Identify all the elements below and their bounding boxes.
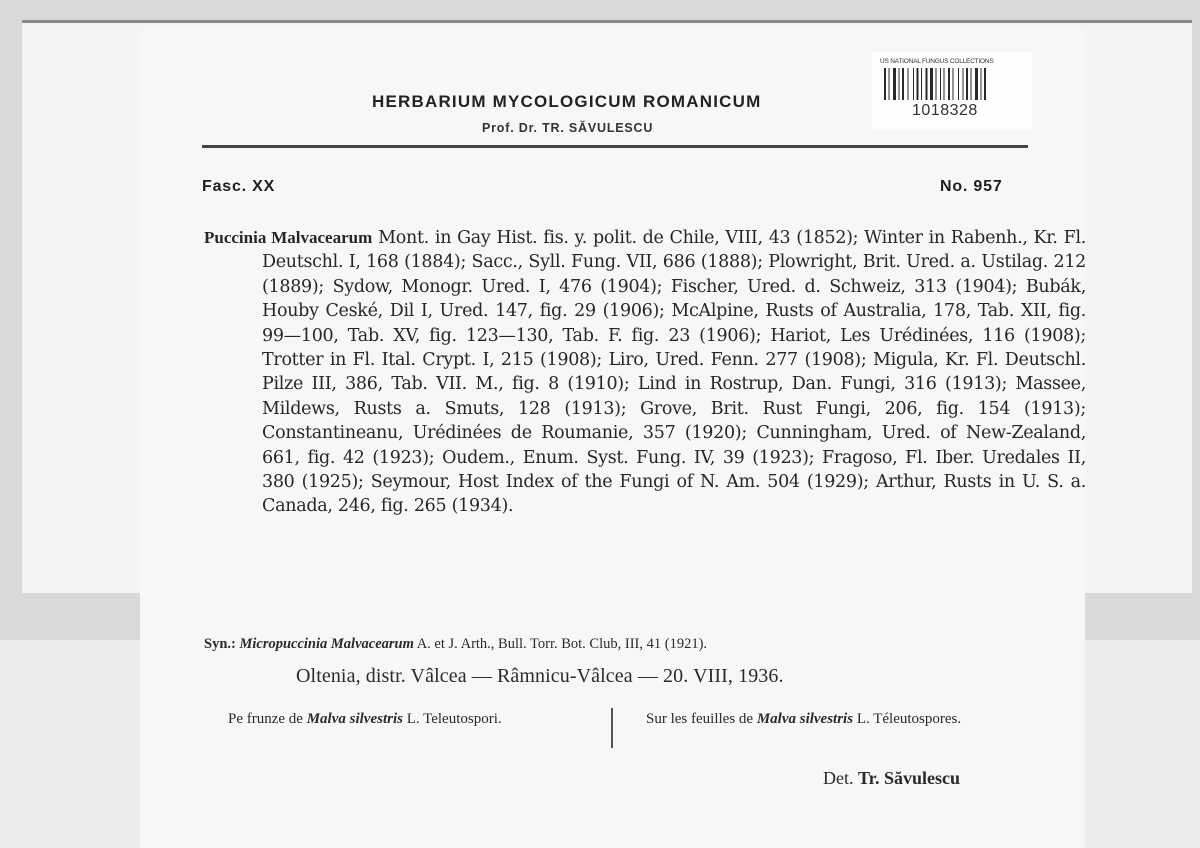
header-divider xyxy=(202,145,1028,148)
host-ro-species: Malva silvestris xyxy=(306,711,403,727)
determiner-prefix: Det. xyxy=(823,768,854,788)
synonym-citation: A. et J. Arth., Bull. Torr. Bot. Club, III, 41 (1921). xyxy=(416,636,708,652)
host-ro-prefix: Pe frunze de xyxy=(228,711,303,727)
synonym-name: Micropuccinia Malvacearum xyxy=(239,636,414,652)
barcode-number: 1018328 xyxy=(912,102,978,119)
exsiccata-number: No. 957 xyxy=(940,178,1003,195)
determiner-line xyxy=(823,768,960,789)
species-name: Puccinia Malvacearum xyxy=(204,228,373,247)
host-note-french xyxy=(646,710,1030,728)
barcode-sticker xyxy=(872,52,1032,130)
host-fr-species: Malva silvestris xyxy=(756,711,854,727)
host-fr-suffix: L. Téleutospores. xyxy=(856,711,962,727)
species-citation xyxy=(204,226,1086,519)
collection-locality: Oltenia, distr. Vâlcea — Râmnicu-Vâlcea — 20. VIII, 1936. xyxy=(296,665,784,687)
fascicle-label: Fasc. XX xyxy=(202,178,276,195)
host-note-romanian xyxy=(228,710,590,728)
herbarium-title: HERBARIUM MYCOLOGICUM ROMANICUM xyxy=(372,92,762,111)
column-divider xyxy=(611,708,613,748)
herbarium-curator: Prof. Dr. TR. SĂVULESCU xyxy=(482,121,654,135)
synonym-line xyxy=(204,636,1034,653)
barcode-icon xyxy=(884,68,1022,100)
determiner-name: Tr. Săvulescu xyxy=(858,768,961,788)
host-fr-prefix: Sur les feuilles de xyxy=(646,711,754,727)
synonym-label: Syn.: xyxy=(204,636,236,652)
barcode-caption: US NATIONAL FUNGUS COLLECTIONS xyxy=(880,58,994,65)
citation-text: Mont. in Gay Hist. fis. y. polit. de Chile, VIII, 43 (1852); Winter in Rabenh., Kr. Fl. Deutschl. I, 168 (1884); Sacc., Syll. Fung. VII, 686 (1888); Plowright, Brit. Ured. a. Ustilag. 212 (1889); Sydow, Monogr. Ured. I, 476 (1904); Fischer, Ured. d. Schweiz, 313 (1904); Bubák, Houby Ceské, Dil I, Ured. 147, fig. 29 (1906); McAlpine, Rusts of Australia, 178, Tab. XII, fig. 99—100, Tab. XV, fig. 123—130, Tab. F. fig. 23 (1906); Hariot, Les Urédinées, 116 (1908); Trotter in Fl. Ital. Crypt. I, 215 (1908); Liro, Ured. Fenn. 277 (1908); Migula, Kr. Fl. Deutschl. Pilze III, 386, Tab. VII. M., fig. 8 (1910); Lind in Rostrup, Dan. Fungi, 316 (1913); Massee, Mildews, Rusts a. Smuts, 128 (1913); Grove, Brit. Rust Fungi, 206, fig. 154 (1913); Constantineanu, Urédinées de Roumanie, 357 (1920); Cunningham, Ured. of New-Zealand, 661, fig. 42 (1923); Oudem., Enum. Syst. Fung. IV, 39 (1923); Fragoso, Fl. Iber. Uredales II, 380 (1925); Seymour, Host Index of the Fungi of N. Am. 504 (1929); Arthur, Rusts in U. S. a. Canada, 246, fig. 265 (1934). xyxy=(262,228,1087,517)
host-ro-suffix: L. Teleutospori. xyxy=(406,711,502,727)
